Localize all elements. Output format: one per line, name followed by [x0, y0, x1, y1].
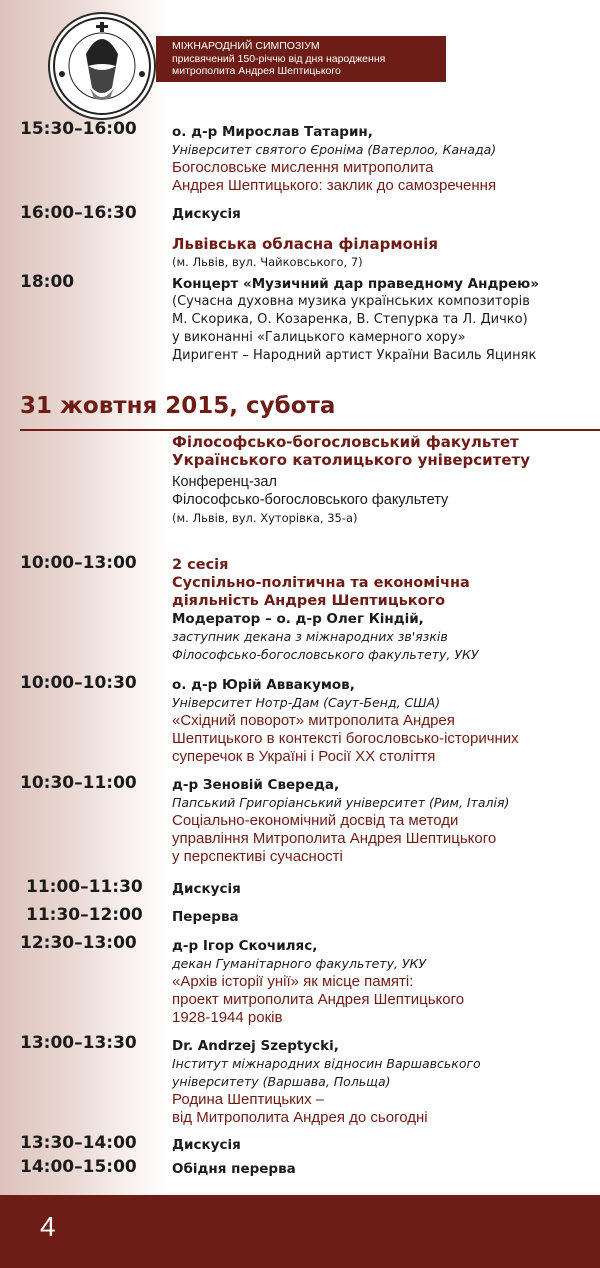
speaker-affiliation: Інститут міжнародних відносин Варшавського: [172, 1056, 481, 1071]
discussion-label: Дискусія: [172, 206, 241, 222]
venue-name: Львівська обласна філармонія: [172, 235, 439, 253]
concert-entry: [172, 275, 539, 365]
speaker-affiliation: Папський Григоріанський університет (Рим, Італія): [172, 795, 510, 810]
speaker-name: Dr. Andrzej Szeptycki,: [172, 1038, 339, 1054]
venue-address: (м. Львів, вул. Чайковського, 7): [172, 255, 363, 269]
symposium-header: [156, 36, 446, 82]
talk-title: Родина Шептицьких –: [172, 1091, 325, 1108]
concert-line: (Сучасна духовна музика українських композиторів: [172, 294, 530, 309]
talk-title: Соціально-економічний досвід та методи: [172, 812, 459, 829]
time-slot: 16:00–16:30: [20, 203, 137, 223]
time-slot: 14:00–15:00: [20, 1157, 137, 1177]
moderator-affiliation: Філософсько-богословського факультету, УКУ: [172, 647, 479, 662]
discussion-label: Дискусія: [172, 881, 241, 897]
session-number: 2 сесія: [172, 557, 229, 573]
concert-line: у виконанні «Галицького камерного хору»: [172, 330, 466, 345]
concert-line: Диригент – Народний артист України Василь Яциняк: [172, 348, 537, 363]
speaker-name: о. д-р Юрій Аввакумов,: [172, 677, 355, 693]
speaker-affiliation: університету (Варшава, Польща): [172, 1074, 391, 1089]
time-slot: 10:30–11:00: [20, 773, 137, 793]
header-line-2: присвячений 150-річчю від дня народження: [172, 52, 386, 65]
header-line-1: МІЖНАРОДНИЙ СИМПОЗІУМ: [172, 40, 320, 52]
page-number: 4: [40, 1211, 56, 1242]
talk-title: Шептицького в контексті богословсько-історичних: [172, 730, 519, 747]
time-slot: 10:00–10:30: [20, 673, 137, 693]
venue-hall: Конференц-зал: [172, 474, 277, 490]
schedule-entry: [172, 123, 496, 195]
session-title: діяльність Андрея Шептицького: [172, 593, 446, 609]
schedule-entry: [172, 676, 519, 766]
speaker-affiliation: Університет Нотр-Дам (Саут-Бенд, США): [172, 695, 441, 710]
talk-title: «Архів історії унії» як місце памяті:: [172, 973, 414, 990]
talk-title: проект митрополита Андрея Шептицького: [172, 991, 465, 1008]
schedule-entry: [172, 1037, 481, 1127]
venue-block: [172, 235, 438, 271]
time-slot: 11:00–11:30: [26, 877, 143, 897]
talk-title: Андрея Шептицького: заклик до самозречення: [172, 177, 497, 194]
time-slot: 18:00: [20, 272, 75, 292]
schedule-entry: [172, 776, 509, 866]
concert-line: М. Скорика, О. Козаренка, В. Степурка та Л. Дичко): [172, 312, 528, 327]
time-slot: 11:30–12:00: [26, 905, 143, 925]
talk-title: 1928-1944 років: [172, 1009, 283, 1026]
moderator-affiliation: заступник декана з міжнародних зв'язків: [172, 629, 448, 644]
talk-title: управління Митрополита Андрея Шептицького: [172, 830, 497, 847]
time-slot: 15:30–16:00: [20, 119, 137, 139]
time-slot: 13:00–13:30: [20, 1033, 137, 1053]
venue-faculty: Філософсько-богословський факультет: [172, 433, 519, 451]
talk-title: у перспективі сучасності: [172, 848, 343, 865]
metropolitan-portrait-icon: [50, 14, 154, 118]
speaker-name: о. д-р Мирослав Татарин,: [172, 124, 373, 140]
time-slot: 10:00–13:00: [20, 553, 137, 573]
talk-title: «Східний поворот» митрополита Андрея: [172, 712, 455, 729]
venue-address: (м. Львів, вул. Хуторівка, 35-а): [172, 511, 358, 525]
symposium-logo: [48, 12, 156, 120]
time-slot: 13:30–14:00: [20, 1133, 137, 1153]
session-entry: [172, 556, 478, 664]
venue-hall: Філософсько-богословського факультету: [172, 492, 449, 508]
page-footer: [0, 1195, 600, 1268]
venue-university: Українського католицького університету: [172, 451, 531, 469]
schedule-entry: [172, 937, 464, 1027]
talk-title: Богословське мислення митрополита: [172, 159, 434, 176]
day-heading: 31 жовтня 2015, субота: [20, 393, 336, 419]
moderator-name: Модератор – о. д-р Олег Кіндій,: [172, 611, 424, 627]
time-slot: 12:30–13:00: [20, 933, 137, 953]
discussion-label: Дискусія: [172, 1137, 241, 1153]
talk-title: від Митрополита Андрея до сьогодні: [172, 1109, 428, 1126]
concert-title: Концерт «Музичний дар праведному Андрею»: [172, 276, 540, 292]
venue-block: [172, 433, 530, 527]
talk-title: суперечок в Україні і Росії ХХ століття: [172, 748, 436, 765]
heading-rule: [20, 429, 600, 431]
break-label: Перерва: [172, 909, 239, 925]
speaker-affiliation: декан Гуманітарного факультету, УКУ: [172, 956, 427, 971]
lunch-break-label: Обідня перерва: [172, 1161, 296, 1177]
speaker-affiliation: Університет святого Єроніма (Ватерлоо, Канада): [172, 142, 497, 157]
speaker-name: д-р Зеновій Свереда,: [172, 777, 340, 793]
session-title: Суспільно-політична та економічна: [172, 575, 470, 591]
header-line-3: митрополита Андрея Шептицького: [172, 65, 341, 77]
speaker-name: д-р Ігор Скочиляс,: [172, 938, 318, 954]
